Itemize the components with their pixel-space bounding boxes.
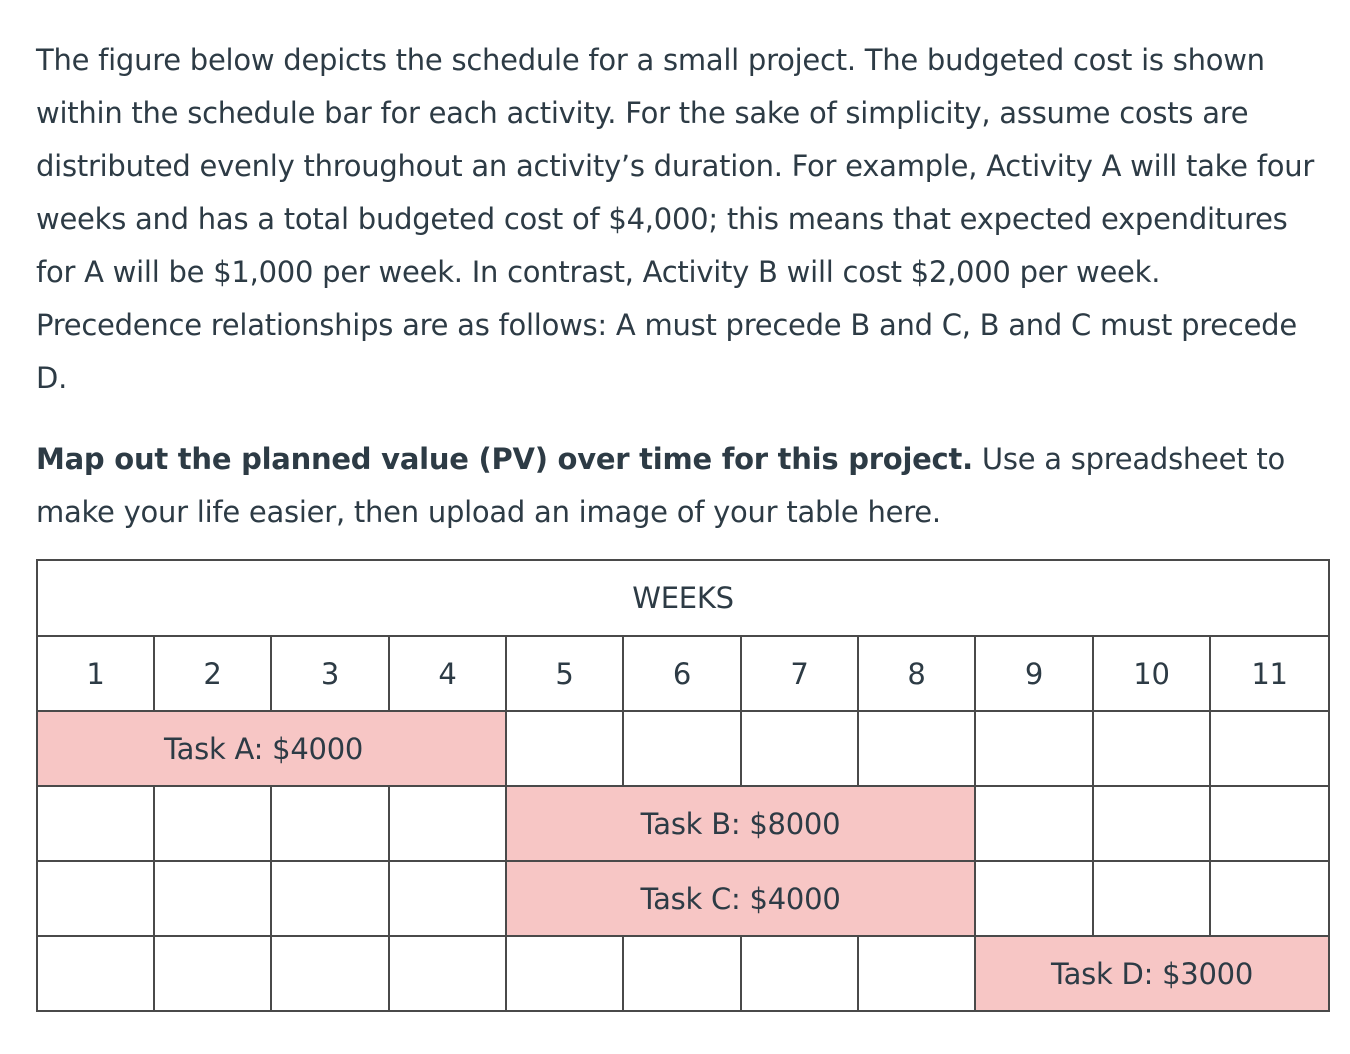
week-number-cell: 6: [623, 636, 741, 711]
empty-cell: [154, 786, 271, 861]
task-bar: Task B: $8000: [506, 786, 975, 861]
empty-cell: [623, 711, 741, 786]
empty-cell: [741, 711, 858, 786]
week-number-cell: 3: [271, 636, 389, 711]
task-row: [37, 786, 1329, 861]
empty-cell: [271, 936, 389, 1011]
empty-cell: [271, 786, 389, 861]
question-instruction: [36, 433, 1328, 539]
empty-cell: [1093, 711, 1210, 786]
empty-cell: [1093, 861, 1210, 936]
empty-cell: [975, 861, 1093, 936]
task-bar: Task C: $4000: [506, 861, 975, 936]
empty-cell: [1210, 861, 1329, 936]
empty-cell: [154, 861, 271, 936]
empty-cell: [37, 861, 154, 936]
week-number-cell: 11: [1210, 636, 1329, 711]
empty-cell: [858, 711, 975, 786]
question-intro: The figure below depicts the schedule for a small project. The budgeted cost is shown within the schedule bar for each activity. For the sake of simplicity, assume costs are distributed evenly throughout an activity’s duration. For example, Activity A will take four weeks and has a total budgeted cost of $4,000; this means that expected expenditures for A will be $1,000 per week. In contrast, Activity B will cost $2,000 per week. Precedence relationships are as follows: A must precede B and C, B and C must precede D.: [36, 43, 1314, 395]
week-number-cell: 4: [389, 636, 506, 711]
empty-cell: [741, 936, 858, 1011]
week-number-cell: 1: [37, 636, 154, 711]
task-row: [37, 936, 1329, 1011]
schedule-table: [36, 559, 1330, 1012]
empty-cell: [1210, 786, 1329, 861]
week-number-cell: 10: [1093, 636, 1210, 711]
instruction-bold: Map out the planned value (PV) over time for this project.: [36, 442, 973, 476]
empty-cell: [858, 936, 975, 1011]
week-number-cell: 5: [506, 636, 623, 711]
empty-cell: [37, 786, 154, 861]
empty-cell: [271, 861, 389, 936]
week-number-cell: 8: [858, 636, 975, 711]
task-row: [37, 861, 1329, 936]
empty-cell: [389, 786, 506, 861]
empty-cell: [623, 936, 741, 1011]
empty-cell: [1210, 711, 1329, 786]
weeks-header: WEEKS: [37, 560, 1329, 636]
task-bar: Task A: $4000: [37, 711, 506, 786]
task-row: [37, 711, 1329, 786]
weeks-header-row: [37, 560, 1329, 636]
empty-cell: [1093, 786, 1210, 861]
week-number-cell: 2: [154, 636, 271, 711]
instruction-rest: Use a spreadsheet to make your life easier, then upload an image of your table here.: [36, 442, 1285, 529]
empty-cell: [506, 936, 623, 1011]
empty-cell: [389, 936, 506, 1011]
week-number-cell: 9: [975, 636, 1093, 711]
empty-cell: [975, 786, 1093, 861]
task-bar: Task D: $3000: [975, 936, 1329, 1011]
week-numbers-row: [37, 636, 1329, 711]
empty-cell: [506, 711, 623, 786]
empty-cell: [37, 936, 154, 1011]
empty-cell: [389, 861, 506, 936]
question-text: [36, 34, 1328, 539]
empty-cell: [975, 711, 1093, 786]
week-number-cell: 7: [741, 636, 858, 711]
empty-cell: [154, 936, 271, 1011]
